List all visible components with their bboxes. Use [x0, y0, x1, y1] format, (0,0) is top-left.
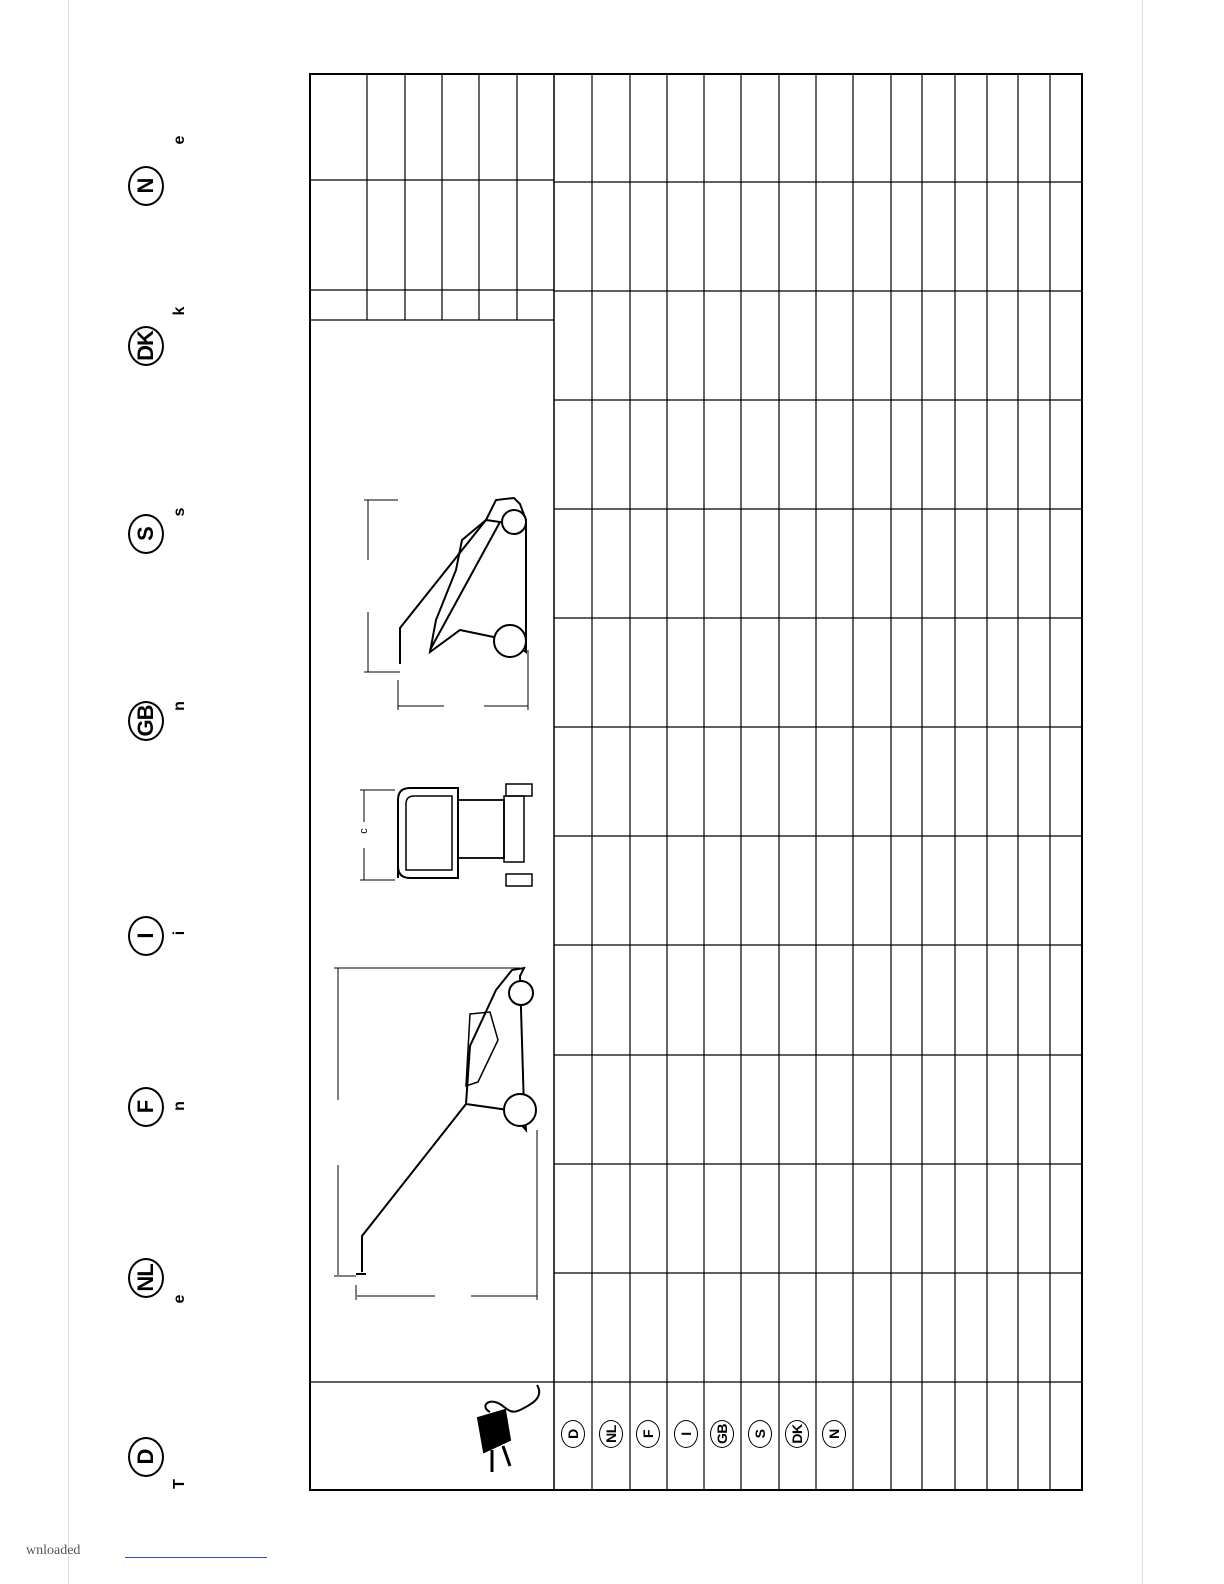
- column-lines: [592, 74, 1050, 1490]
- heading-letter: n: [171, 1101, 188, 1111]
- row-flag-i: I: [674, 1420, 698, 1448]
- lang-badge-nl: NL: [128, 1259, 164, 1295]
- heading-letter: n: [171, 701, 188, 711]
- footer-link[interactable]: [125, 1557, 267, 1558]
- heading-letter: e: [171, 135, 188, 145]
- table-grid: [310, 74, 1082, 1490]
- row-flag-dk: DK: [785, 1420, 809, 1448]
- dimension-label-c: c: [358, 828, 370, 834]
- row-lines: [310, 182, 1082, 1382]
- mower-folded-view-icon: [364, 498, 528, 710]
- lang-badge-gb: GB: [128, 702, 164, 738]
- table-frame: [310, 74, 1082, 1490]
- lang-badge-i: I: [128, 917, 164, 953]
- lang-badge-dk: DK: [128, 327, 164, 363]
- footer-text: wnloaded: [26, 1543, 81, 1558]
- heading-letter: k: [171, 306, 188, 316]
- lang-badge-s: S: [128, 515, 164, 551]
- row-flag-f: F: [636, 1420, 660, 1448]
- row-flag-d: D: [561, 1420, 585, 1448]
- row-flag-s: S: [748, 1420, 772, 1448]
- row-flag-gb: GB: [710, 1420, 734, 1448]
- lang-badge-f: F: [128, 1088, 164, 1124]
- mower-front-view-icon: [360, 784, 532, 886]
- heading-letter: i: [171, 930, 188, 936]
- row-flag-nl: NL: [599, 1420, 623, 1448]
- lang-badge-d: D: [128, 1438, 164, 1474]
- power-plug-icon: [478, 1385, 539, 1472]
- row-flag-n: N: [822, 1420, 846, 1448]
- lang-badge-n: N: [128, 167, 164, 203]
- header-block-lines: [310, 74, 554, 320]
- mower-side-view-icon: [334, 968, 537, 1300]
- heading-letter: T: [171, 1479, 188, 1489]
- heading-letter: s: [171, 507, 188, 517]
- heading-letter: e: [171, 1294, 188, 1304]
